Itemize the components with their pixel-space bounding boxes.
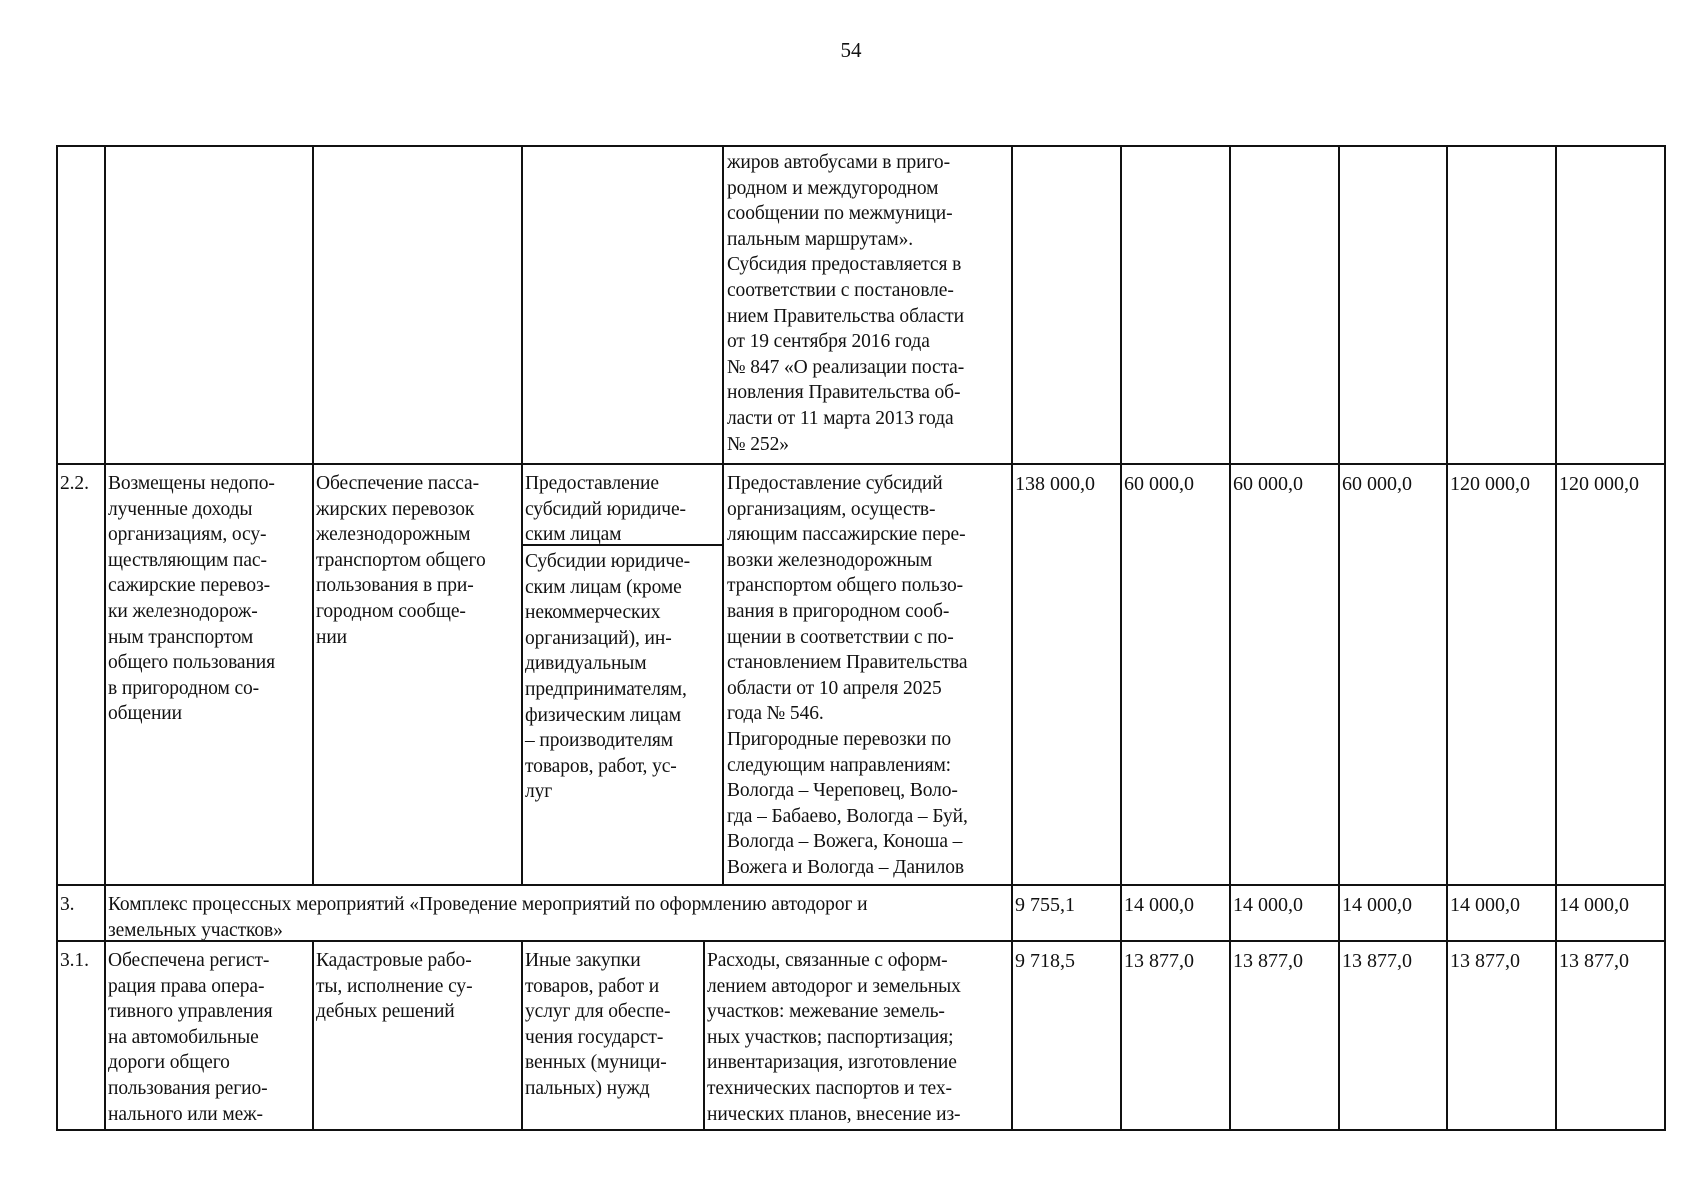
value-cell: 13 877,0 xyxy=(1233,950,1303,972)
value-cell: 9 718,5 xyxy=(1015,950,1075,972)
expense-type-text: Предоставление субсидий юридиче- ским лицам xyxy=(525,473,686,546)
continued-description: жиров автобусами в приго- родном и междугородном сообщении по межмуници- пальным маршрутам». Субсидия предоставляется в соответствии с постановле- нием Правительства области от 19 сентября 2016 года № 847 «О реализации поста- новления Правительства об- ласти от 11 марта 2013 года № 252» xyxy=(727,152,965,455)
description-text: Предоставление субсидий организациям, осуществ- ляющим пассажирские пере- возки железнодорожным транспортом общего пользо- вания в пригородном сооб- щении в соответствии с по- становлением Правительства области от 10 апреля 2025 года № 546. Пригородные перевозки по следующим направлениям: Вологда – Череповец, Воло- гда – Бабаево, Вологда – Буй, Вологда – Вожега, Коноша – Вожега и Вологда – Данилов xyxy=(727,473,968,878)
row-divider xyxy=(58,463,1664,465)
value-cell: 13 877,0 xyxy=(1450,950,1520,972)
value-cell: 14 000,0 xyxy=(1233,894,1303,916)
value-cell: 9 755,1 xyxy=(1015,894,1075,916)
value-cell: 60 000,0 xyxy=(1233,473,1303,495)
value-cell: 120 000,0 xyxy=(1450,473,1530,495)
value-cell: 13 877,0 xyxy=(1559,950,1629,972)
column-divider xyxy=(1229,147,1231,1129)
complex-title: Комплекс процессных мероприятий «Проведение мероприятий по оформлению автодорог и земельных участков» xyxy=(108,894,868,941)
description-text: Расходы, связанные с оформ- лением автодорог и земельных участков: межевание земель- ных участков; паспортизация; инвентаризация, изготовление технических паспортов и тех- нических планов, внесение из- xyxy=(707,950,961,1125)
row-number: 3. xyxy=(60,894,75,915)
column-divider xyxy=(1011,147,1013,1129)
measure-text: Кадастровые рабо- ты, исполнение су- дебных решений xyxy=(316,950,473,1023)
value-cell: 138 000,0 xyxy=(1015,473,1095,495)
result-text: Возмещены недопо- лученные доходы организациям, осу- ществляющим пас- сажирские перевоз- ки железнодорож- ным транспортом общего пользования в пригородном со- общении xyxy=(108,473,276,725)
row-divider xyxy=(58,884,1664,886)
column-divider xyxy=(1555,147,1557,1129)
budget-table xyxy=(56,145,1666,1131)
value-cell: 120 000,0 xyxy=(1559,473,1639,495)
column-divider xyxy=(104,147,106,1129)
result-text: Обеспечена регист- рация права опера- тивного управления на автомобильные дороги общего пользования регио- нального или меж- xyxy=(108,950,273,1125)
expense-subtype-text: Субсидии юридиче- ским лицам (кроме некоммерческих организаций), ин- дивидуальным предпринимателям, физическим лицам – производителям товаров, работ, ус- луг xyxy=(525,551,691,803)
value-cell: 14 000,0 xyxy=(1124,894,1194,916)
measure-text: Обеспечение пасса- жирских перевозок железнодорожным транспортом общего пользования в при- городном сообще- нии xyxy=(316,473,486,648)
row-number: 2.2. xyxy=(60,473,89,494)
expense-type-text: Иные закупки товаров, работ и услуг для обеспе- чения государст- венных (муници- пальных) нужд xyxy=(525,950,671,1099)
column-divider xyxy=(722,147,724,884)
row-number: 3.1. xyxy=(60,950,89,971)
column-divider xyxy=(521,147,523,884)
column-divider xyxy=(521,940,523,1129)
value-cell: 14 000,0 xyxy=(1450,894,1520,916)
value-cell: 60 000,0 xyxy=(1342,473,1412,495)
column-divider xyxy=(1120,147,1122,1129)
column-divider xyxy=(312,147,314,884)
value-cell: 14 000,0 xyxy=(1559,894,1629,916)
column-divider xyxy=(1338,147,1340,1129)
value-cell: 60 000,0 xyxy=(1124,473,1194,495)
page-number: 54 xyxy=(840,38,862,62)
column-divider xyxy=(703,940,705,1129)
value-cell: 13 877,0 xyxy=(1342,950,1412,972)
value-cell: 13 877,0 xyxy=(1124,950,1194,972)
column-divider xyxy=(1446,147,1448,1129)
value-cell: 14 000,0 xyxy=(1342,894,1412,916)
column-divider xyxy=(312,940,314,1129)
